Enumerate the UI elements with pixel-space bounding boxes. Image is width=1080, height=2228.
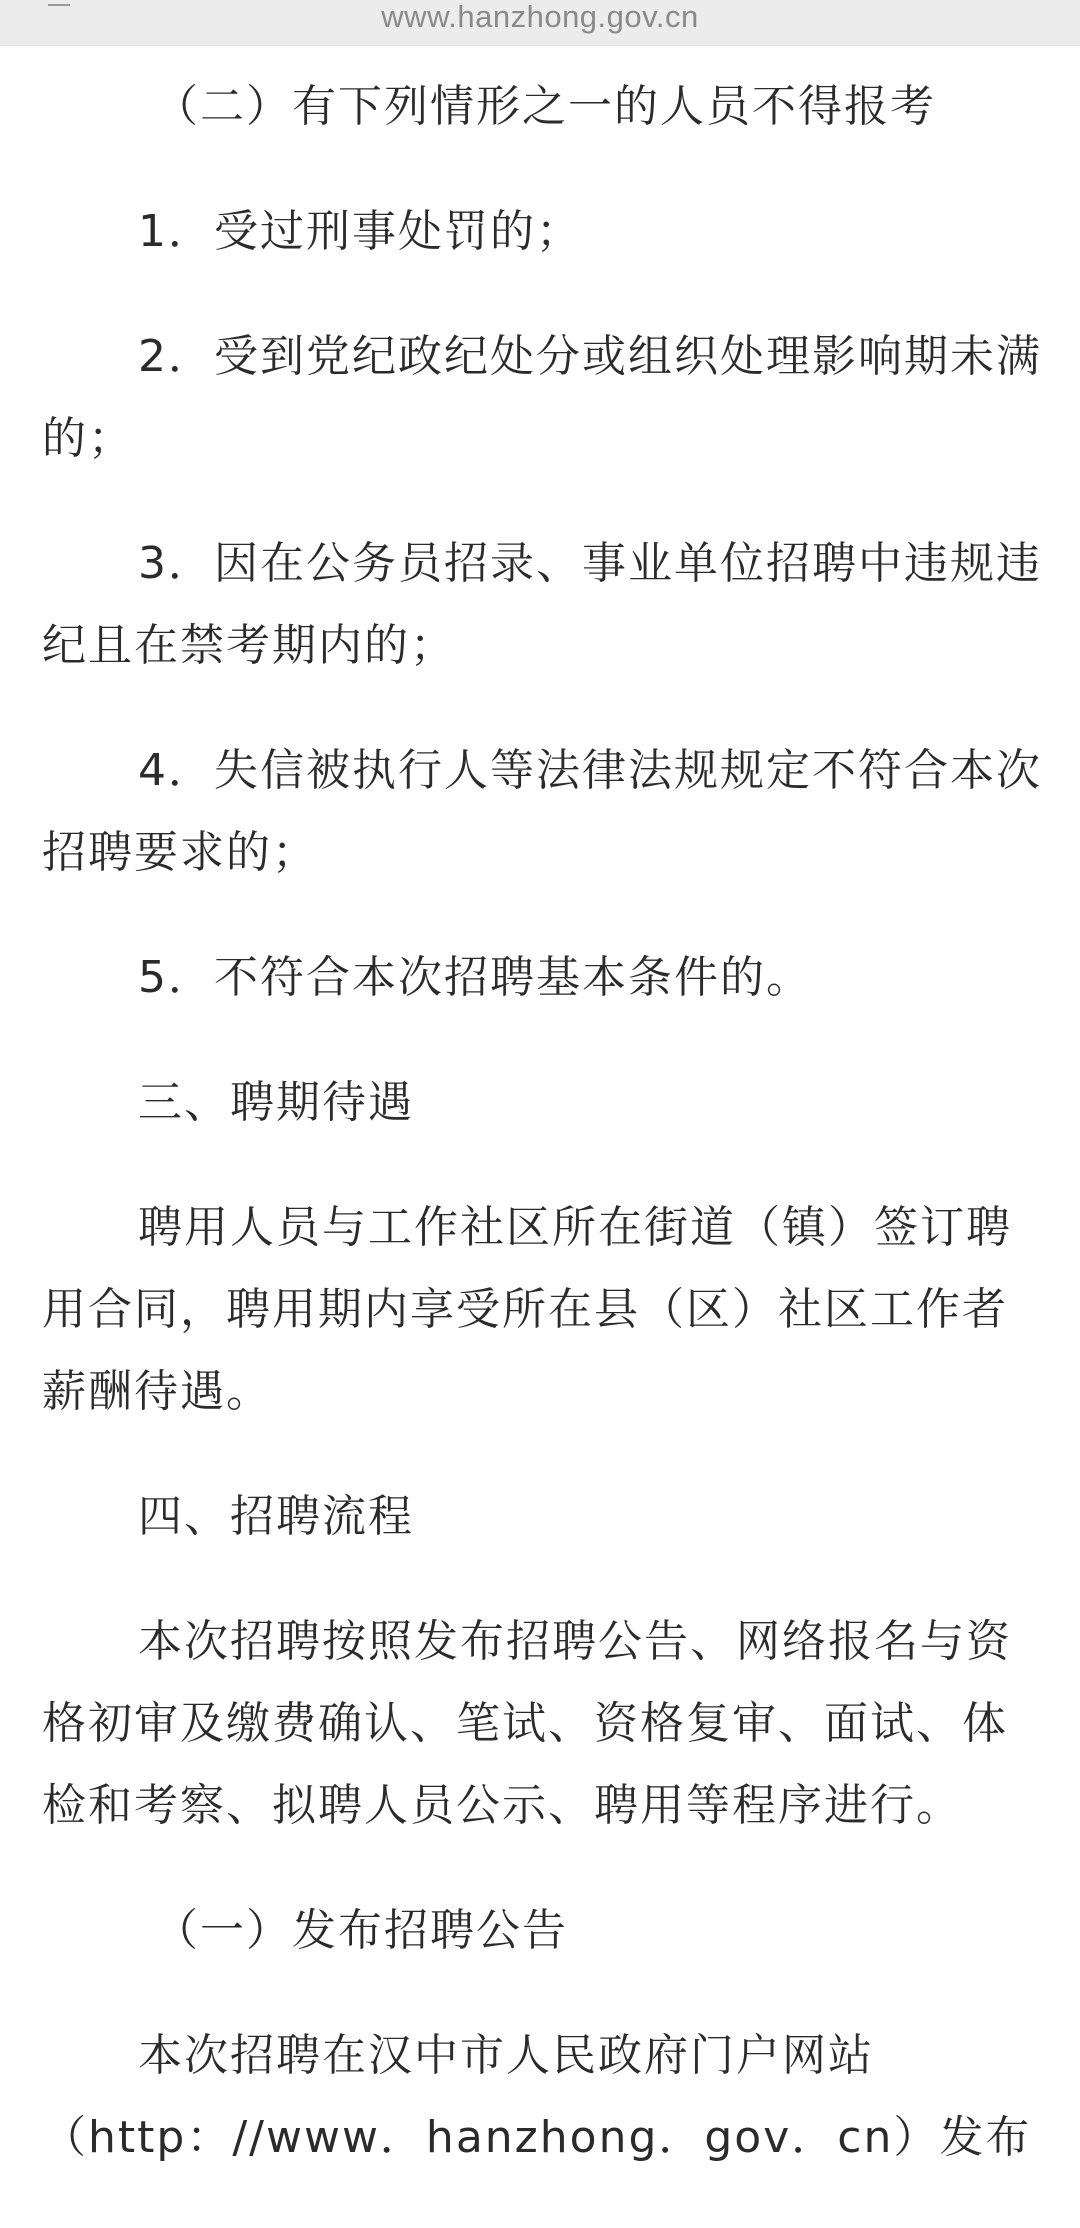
- body-paragraph: 本次招聘按照发布招聘公告、网络报名与资格初审及缴费确认、笔试、资格复审、面试、体检和考察、拟聘人员公示、聘用等程序进行。: [42, 1616, 1012, 1831]
- url-text: www.hanzhong.gov.cn: [381, 0, 699, 34]
- section-heading: 四、招聘流程: [138, 1491, 414, 1542]
- section-heading: （一）发布招聘公告: [154, 1905, 568, 1956]
- body-paragraph: 本次招聘在汉中市人民政府门户网站（http：//www．hanzhong．gov．cn）发布: [42, 2030, 1032, 2163]
- browser-address-bar[interactable]: [0, 0, 1080, 46]
- section-heading: （二）有下列情形之一的人员不得报考: [154, 81, 936, 132]
- list-item: 4．失信被执行人等法律法规规定不符合本次招聘要求的；: [42, 745, 1042, 878]
- list-item: 2．受到党纪政纪处分或组织处理影响期未满的；: [42, 331, 1042, 464]
- article-content: [42, 66, 1042, 2222]
- list-item: 3．因在公务员招录、事业单位招聘中违规违纪且在禁考期内的；: [42, 538, 1042, 671]
- list-item: 1．受过刑事处罚的；: [138, 206, 582, 257]
- list-item: 5．不符合本次招聘基本条件的。: [138, 952, 812, 1003]
- section-heading: 三、聘期待遇: [138, 1077, 414, 1128]
- body-paragraph: 聘用人员与工作社区所在街道（镇）签订聘用合同，聘用期内享受所在县（区）社区工作者薪酬待遇。: [42, 1202, 1012, 1417]
